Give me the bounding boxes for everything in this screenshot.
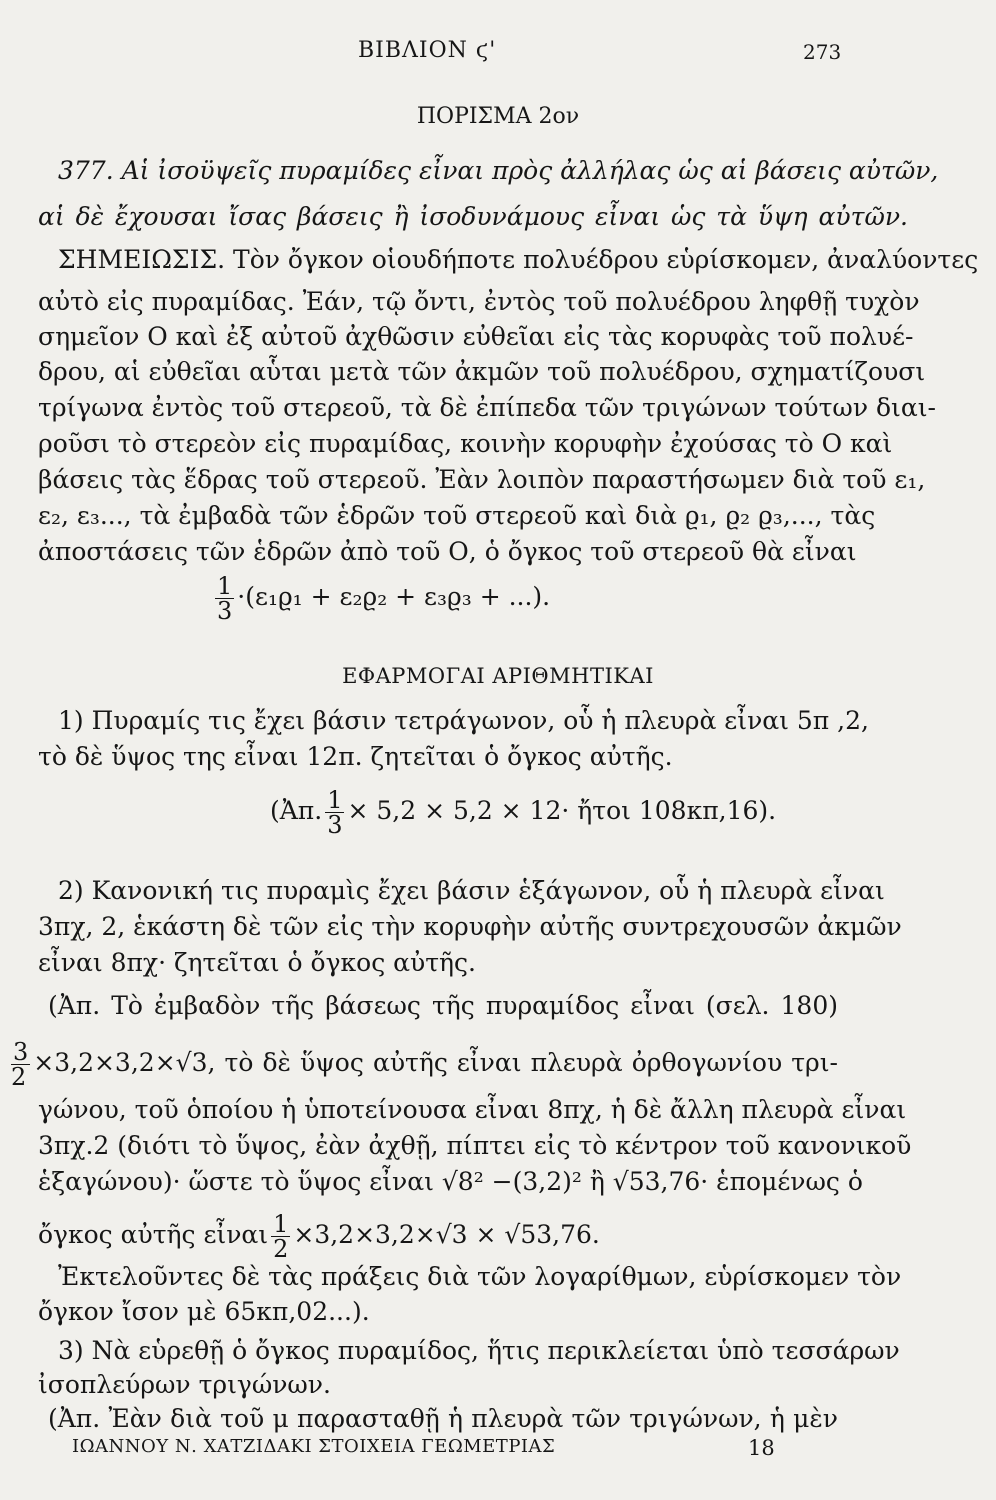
running-title: ΒΙΒΛΙΟΝ ϛ'	[358, 38, 497, 63]
text-line: ε₂, ε₃..., τὰ ἐμβαδὰ τῶν ἑδρῶν τοῦ στερεοῦ καὶ διὰ ϱ₁, ϱ₂ ϱ₃,..., τὰς	[38, 501, 876, 530]
fraction-one-half: $\frac{1}{2}$	[273, 1210, 289, 1263]
text-line: ἰσοπλεύρων τριγώνων.	[38, 1370, 331, 1399]
text-line: τρίγωνα ἐντὸς τοῦ στερεοῦ, τὰ δὲ ἐπίπεδα τῶν τριγώνων τούτων διαι-	[38, 393, 936, 422]
page-number: 273	[803, 40, 842, 64]
text-line: ἀποστάσεις τῶν ἑδρῶν ἀπὸ τοῦ Ο, ὁ ὄγκος τοῦ στερεοῦ θὰ εἶναι	[38, 537, 857, 566]
answer-3-line: (Ἀπ. Ἐὰν διὰ τοῦ μ παρασταθῇ ἡ πλευρὰ τῶν τριγώνων, ἡ μὲν	[48, 1404, 838, 1433]
text-line: ὄγκος αὐτῆς εἶναι $\frac{1}{2}$ ×3,2×3,2×√3 × √53,76.	[38, 1210, 600, 1263]
corollary-heading: ΠΟΡΙΣΜΑ 2ον	[416, 104, 580, 129]
exercise-1-line: 1) Πυραμίς τις ἔχει βάσιν τετράγωνον, οὗ ἡ πλευρὰ εἶναι 5π ,2,	[58, 706, 869, 735]
text-line: $\frac{3}{2}$ ×3,2×3,2×√3, τὸ δὲ ὕψος αὐτῆς εἶναι πλευρὰ ὀρθογωνίου τρι-	[11, 1038, 838, 1091]
exercise-2-line: 2) Κανονική τις πυραμὶς ἔχει βάσιν ἑξάγωνον, οὗ ἡ πλευρὰ εἶναι	[58, 876, 885, 905]
text-line: γώνου, τοῦ ὁποίου ἡ ὑποτείνουσα εἶναι 8πχ, ἡ δὲ ἄλλη πλευρὰ εἶναι	[38, 1095, 907, 1124]
answer-2-line: (Ἀπ. Τὸ ἐμβαδὸν τῆς βάσεως τῆς πυραμίδος εἶναι (σελ. 180)	[48, 991, 838, 1020]
fraction-three-halves: $\frac{3}{2}$	[11, 1038, 29, 1091]
text-line: ροῦσι τὸ στερεὸν εἰς πυραμίδας, κοινὴν κορυφὴν ἐχούσας τὸ Ο καὶ	[38, 429, 893, 458]
text-line: 377. Αἱ ἰσοϋψεῖς πυραμίδες εἶναι πρὸς ἀλλήλας ὡς αἱ βάσεις αὐτῶν,	[58, 156, 939, 185]
page-header	[0, 38, 996, 78]
text-line: Ἐκτελοῦντες δὲ τὰς πράξεις διὰ τῶν λογαρίθμων, εὑρίσκομεν τὸν	[58, 1262, 902, 1291]
text-line: εἶναι 8πχ· ζητεῖται ὁ ὄγκος αὐτῆς.	[38, 948, 476, 977]
text-line: 3πχ, 2, ἑκάστη δὲ τῶν εἰς τὴν κορυφὴν αὐτῆς συντρεχουσῶν ἀκμῶν	[38, 912, 902, 941]
text-line: ὄγκον ἴσον μὲ 65κπ,02...).	[38, 1297, 370, 1326]
answer-1: (Ἀπ. $\frac{1}{3}$ × 5,2 × 5,2 × 12· ἤτοι 108κπ,16).	[270, 786, 777, 839]
fraction-one-third: $\frac{1}{3}$	[327, 786, 343, 839]
footer-signature: ΙΩΑΝΝΟΥ Ν. ΧΑΤΖΙΔΑΚΙ ΣΤΟΙΧΕΙΑ ΓΕΩΜΕΤΡΙΑΣ	[72, 1436, 556, 1457]
signature-number: 18	[748, 1436, 775, 1460]
text-line: δρου, αἱ εὐθεῖαι αὗται μετὰ τῶν ἀκμῶν τοῦ πολυέδρου, σχηματίζουσι	[38, 357, 926, 386]
remark-heading-line: ΣΗΜΕΙΩΣΙΣ. Τὸν ὄγκον οἱουδήποτε πολυέδρου εὑρίσκομεν, ἀναλύοντες	[58, 245, 979, 274]
text-line: αἱ δὲ ἔχουσαι ἴσας βάσεις ἢ ἰσοδυνάμους εἶναι ὡς τὰ ὕψη αὐτῶν.	[38, 202, 908, 231]
section-heading: ΕΦΑΡΜΟΓΑΙ ΑΡΙΘΜΗΤΙΚΑΙ	[342, 664, 654, 688]
text-line: ἑξαγώνου)· ὥστε τὸ ὕψος εἶναι √8² −(3,2)² ἢ √53,76· ἑπομένως ὁ	[38, 1167, 863, 1196]
text-line: τὸ δὲ ὕψος της εἶναι 12π. ζητεῖται ὁ ὄγκος αὐτῆς.	[38, 742, 673, 771]
text-line: 3πχ.2 (διότι τὸ ὕψος, ἐὰν ἀχθῇ, πίπτει εἰς τὸ κέντρον τοῦ κανονικοῦ	[38, 1131, 912, 1160]
text-line: βάσεις τὰς ἕδρας τοῦ στερεοῦ. Ἐὰν λοιπὸν παραστήσωμεν διὰ τοῦ ε₁,	[38, 465, 926, 494]
text-line: σημεῖον Ο καὶ ἐξ αὐτοῦ ἀχθῶσιν εὐθεῖαι εἰς τὰς κορυφὰς τοῦ πολυέ-	[38, 322, 914, 351]
exercise-3-line: 3) Νὰ εὑρεθῇ ὁ ὄγκος πυραμίδος, ἥτις περικλείεται ὑπὸ τεσσάρων	[58, 1336, 900, 1365]
volume-formula: $\frac{1}{3}$ ·(ε₁ϱ₁ + ε₂ϱ₂ + ε₃ϱ₃ + ...).	[217, 572, 551, 625]
fraction-one-third: $\frac{1}{3}$	[217, 572, 233, 625]
text-line: αὐτὸ εἰς πυραμίδας. Ἐάν, τῷ ὄντι, ἐντὸς τοῦ πολυέδρου ληφθῇ τυχὸν	[38, 287, 920, 316]
